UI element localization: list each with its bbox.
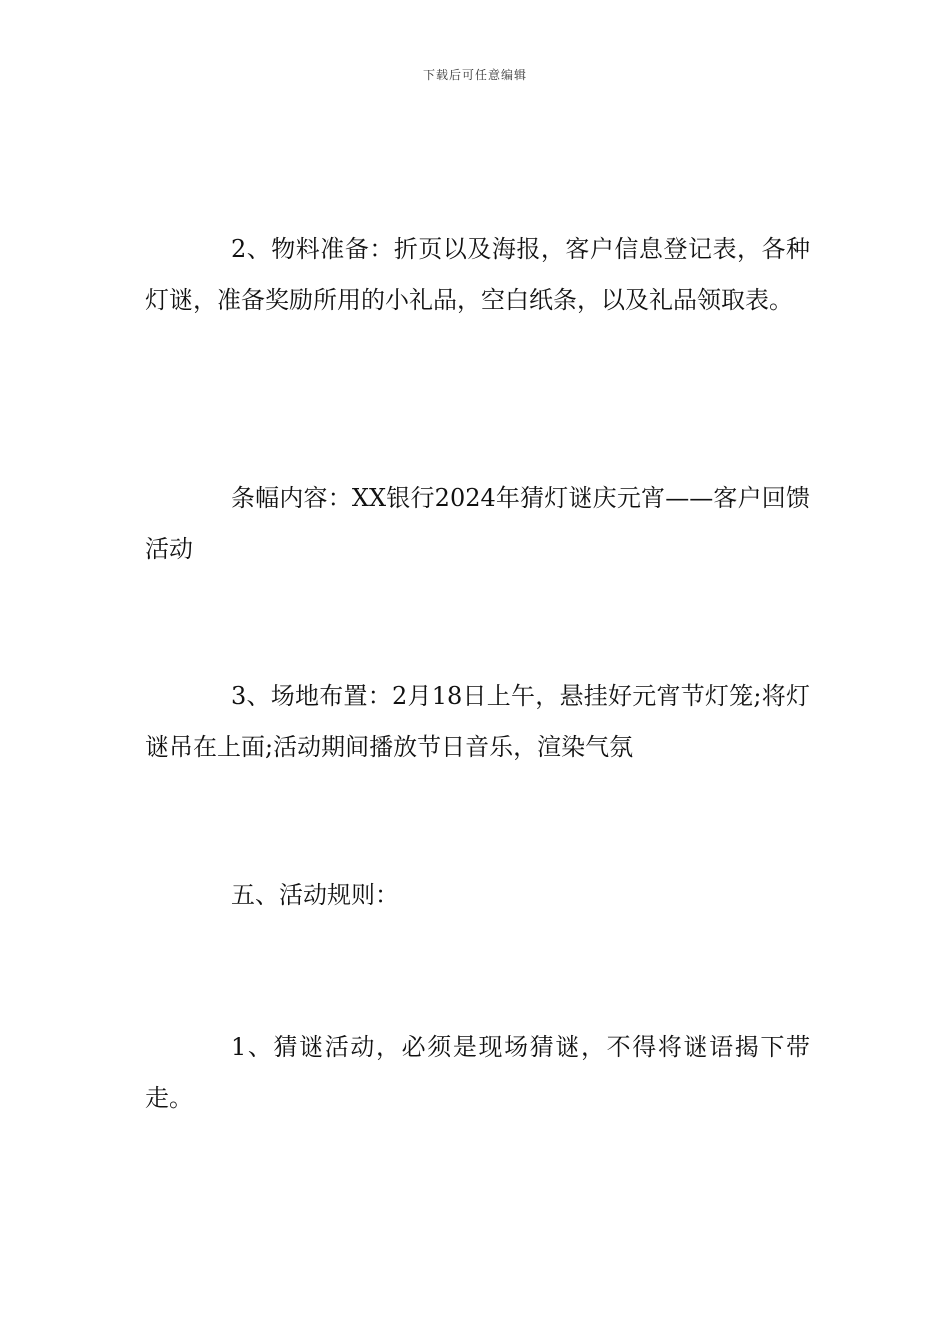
section-heading-rules: 五、活动规则： [231,881,399,909]
paragraph-banner-content: 条幅内容：XX银行2024年猜灯谜庆元宵——客户回馈活动 [145,484,810,563]
paragraph-materials: 2、物料准备：折页以及海报，客户信息登记表，各种灯谜，准备奖励所用的小礼品，空白纸条，以及礼品领取表。 [145,235,810,314]
header-note: 下载后可任意编辑 [422,68,527,82]
paragraph-rule-1: 1、猜谜活动，必须是现场猜谜，不得将谜语揭下带走。 [145,1033,810,1112]
paragraph-venue-setup: 3、场地布置：2月18日上午，悬挂好元宵节灯笼;将灯谜吊在上面;活动期间播放节日音乐，渲染气氛 [145,682,810,761]
